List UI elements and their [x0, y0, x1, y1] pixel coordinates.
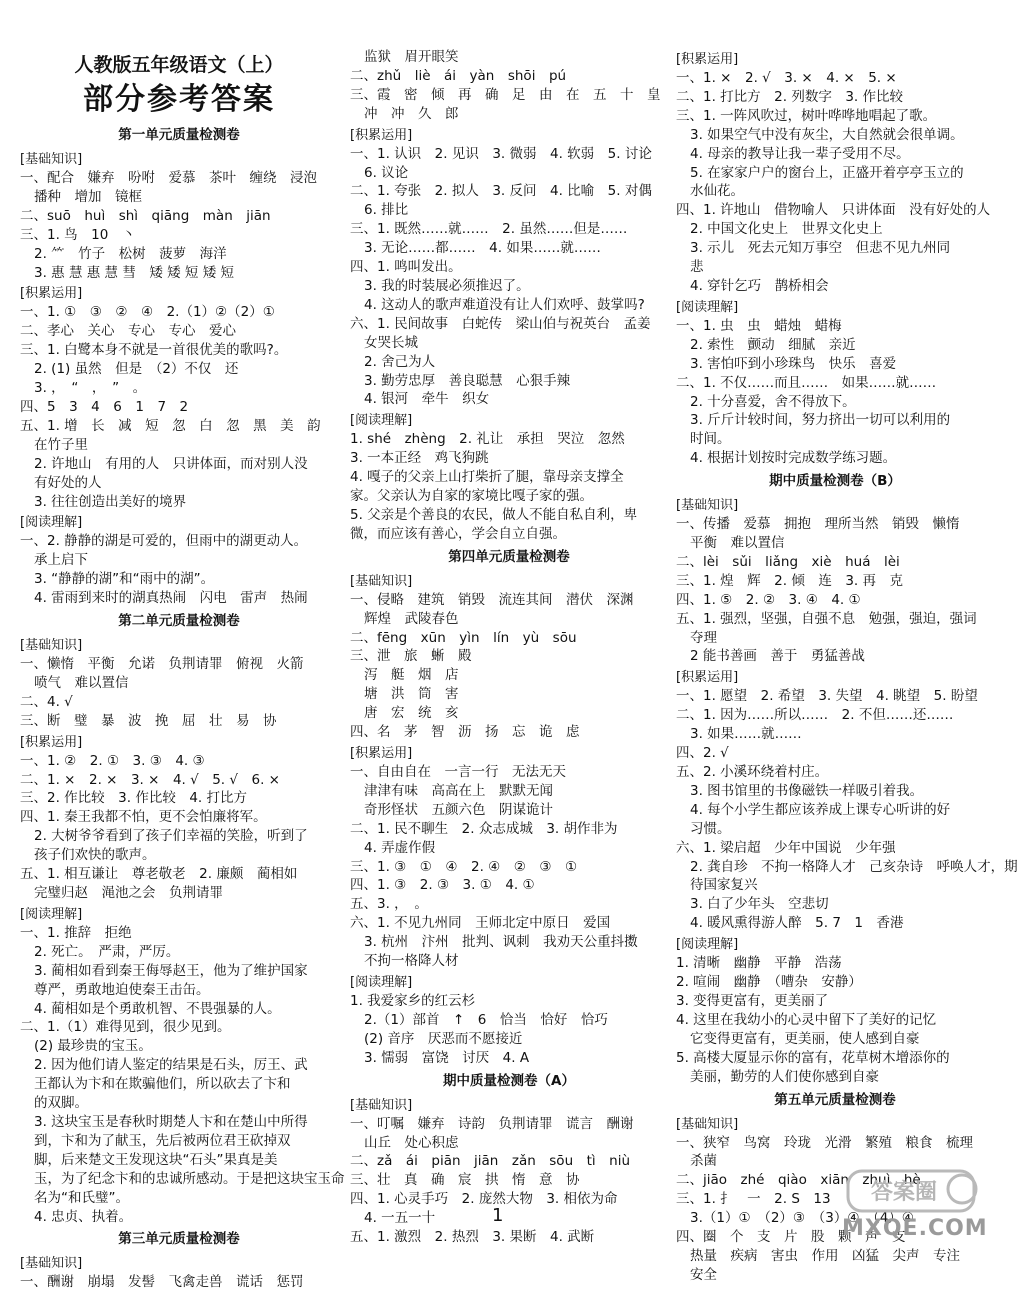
unit-heading: 期中质量检测卷（A）: [443, 1072, 575, 1089]
section-label: [基础知识]: [350, 573, 413, 589]
section-label: [积累运用]: [20, 734, 83, 750]
answer-line: 完璧归赵 渑池之会 负荆请罪: [34, 885, 223, 901]
answer-line: 4. 嘎子的父亲上山打柴折了腿，靠母亲支撑全: [350, 469, 624, 486]
answer-line: 四、1. ③ 2. ③ 3. ① 4. ①: [350, 877, 535, 894]
answer-line: 2. 喧闹 幽静 （嘈杂 安静）: [676, 974, 862, 991]
answer-line: 女哭长城: [364, 334, 418, 351]
answer-line: 四、1. 心灵手巧 2. 庞然大物 3. 相依为命: [350, 1191, 618, 1208]
answer-line: 5. 在家家户户的窗台上，正盛开着亭亭玉立的: [690, 164, 964, 181]
answer-line: 二、zhǔ liè ái yàn shōi pú: [350, 67, 567, 84]
answer-line: 二、1. × 2. × 3. × 4. √ 5. √ 6. ×: [20, 771, 280, 788]
unit-heading: 期中质量检测卷（B）: [769, 473, 901, 490]
answer-line: 在竹子里: [34, 436, 88, 453]
answer-line: 三、壮 真 确 宸 拱 惰 意 协: [350, 1172, 580, 1189]
answer-line: 4. 母亲的教导让我一辈子受用不尽。: [690, 145, 910, 162]
answer-line: 美丽，勤劳的人们使你感到自豪: [690, 1068, 879, 1085]
answer-line: 三、1. 鸟 10 丶: [20, 226, 136, 243]
answer-line: 5. 高楼大厦显示你的富有，花草树木增添你的: [676, 1049, 950, 1066]
answer-line: 五、1. 增 长 减 短 忽 白 忽 黑 美 韵: [20, 417, 321, 434]
answer-line: 2. 死亡。 严肃，严厉。: [34, 943, 180, 960]
answer-line: 1. 我爱家乡的红云杉: [350, 992, 476, 1009]
answer-line: 三、2. 作比较 3. 作比较 4. 打比方: [20, 790, 248, 807]
answer-line: 2. ⺮ 竹子 松树 菠萝 海洋: [34, 245, 227, 262]
answer-line: 二、孝心 关心 专心 专心 爱心: [20, 323, 236, 340]
answer-key-title: 部分参考答案: [83, 82, 275, 117]
answer-line: 4. 弄虚作假: [364, 839, 436, 856]
answer-line: 奇形怪状 五颜六色 阴谋诡计: [364, 801, 553, 818]
answer-line: 6. 议论: [364, 164, 409, 181]
section-label: [积累运用]: [350, 127, 413, 143]
answer-line: 四、名 茅 智 沥 扬 忘 诡 虑: [350, 724, 580, 741]
page-header: [20, 52, 338, 122]
answer-line: 2. 因为他们请人鉴定的结果是石头，厉王、武: [34, 1057, 308, 1074]
answer-line: 冲 冲 久 郎: [364, 105, 459, 122]
answer-line: 3. 如果……就……: [690, 726, 802, 743]
answer-line: 3.（1）① （2）③ （3）④ （4）④: [690, 1210, 914, 1227]
answer-line: 2. 舍己为人: [364, 353, 436, 370]
watermark-text: MXQE.COM: [842, 1216, 988, 1241]
answer-line: 二、1.（1）难得见到，很少见到。: [20, 1019, 231, 1036]
section-label: [阅读理解]: [350, 974, 413, 990]
answer-line: 二、jiāo zhé qiào xiān zhuì hè: [676, 1172, 921, 1189]
answer-line: 五、1. 激烈 2. 热烈 3. 果断 4. 武断: [350, 1229, 595, 1246]
unit-heading: 第一单元质量检测卷: [118, 127, 240, 143]
section-label: [基础知识]: [20, 1256, 83, 1272]
answer-line: 一、狭窄 鸟窝 玲珑 光滑 繁殖 粮食 梳理: [676, 1134, 973, 1151]
answer-line: 3. 这块宝玉是春秋时期楚人卞和在楚山中所得: [34, 1113, 308, 1130]
answer-line: 三、1. 一阵风吹过，树叶哗哗地唱起了歌。: [676, 107, 937, 124]
answer-line: 3. 示儿 死去元知万事空 但悲不见九州同: [690, 240, 951, 257]
answer-line: 1. shé zhèng 2. 礼让 承担 哭泣 忽然: [350, 431, 625, 448]
answer-line: 3. 蔺相如看到秦王侮辱赵王，他为了维护国家: [34, 962, 308, 979]
answer-line: 四、5 3 4 6 1 7 2: [20, 398, 189, 415]
answer-line: 3. 害怕吓到小珍珠鸟 快乐 喜爱: [690, 355, 897, 372]
answer-line: 三、1. 既然……就…… 2. 虽然……但是……: [350, 221, 628, 238]
answer-line: 6. 排比: [364, 202, 409, 219]
answer-line: 待国家复兴: [690, 877, 758, 894]
answer-line: 三、1. 扌 一 2. S 13: [676, 1191, 831, 1208]
answer-line: 三、断 璧 暴 波 挽 屈 壮 易 协: [20, 712, 277, 729]
answer-line: 5. 父亲是个善良的农民，做人不能自私自利，卑: [350, 506, 638, 523]
answer-line: 一、1. ① ③ ② ④ 2.（1）②（2）①: [20, 304, 275, 321]
answer-line: 二、1. 夸张 2. 拟人 3. 反问 4. 比喻 5. 对偶: [350, 183, 652, 200]
answer-line: 唐 宏 统 亥: [364, 705, 459, 722]
book-title: 人教版五年级语文（上）: [74, 54, 284, 76]
answer-line: 3. 我的时装展必须推迟了。: [364, 277, 530, 294]
answer-line: 监狱 眉开眼笑: [364, 49, 459, 65]
answer-line: 脚，后来楚文王发现这块“石头”果真是美: [34, 1151, 278, 1168]
answer-line: 四、1. ⑤ 2. ② 3. ④ 4. ①: [676, 591, 861, 608]
answer-line: 3. 图书馆里的书像磁铁一样吸引着我。: [690, 782, 924, 799]
answer-line: 3. 惠 慧 惠 慧 彗 矮 矮 短 矮 短: [34, 264, 235, 281]
section-label: [阅读理解]: [20, 906, 83, 922]
answer-line: 四、1. 许地山 借物喻人 只讲体面 没有好处的人: [676, 202, 991, 219]
answer-line: 3. 往往创造出美好的境界: [34, 493, 187, 510]
answer-line: 五、1. 相互谦让 尊老敬老 2. 廉颇 蔺相如: [20, 866, 298, 883]
answer-line: 一、1. 认识 2. 见识 3. 微弱 4. 软弱 5. 讨论: [350, 145, 652, 162]
answer-line: 4. 银河 牵牛 织女: [364, 391, 490, 408]
answer-line: 4. 蔺相如是个勇敢机智、不畏强暴的人。: [34, 1000, 281, 1017]
answer-line: 有好处的人: [34, 474, 102, 491]
answer-line: 2. 龚自珍 不拘一格降人才 己亥杂诗 呼唤人才，期: [690, 858, 1018, 875]
answer-line: 名为“和氏璧”。: [34, 1189, 129, 1206]
answer-line: 4. 根据计划按时完成数学练习题。: [690, 450, 897, 467]
answer-line: 4. 雷雨到来时的湖真热闹 闪电 雷声 热闹: [34, 590, 308, 607]
answer-line: 四、2. √: [676, 745, 729, 762]
answer-line: 三、1. ③ ① ④ 2. ④ ② ③ ①: [350, 858, 578, 875]
answer-line: 一、2. 静静的湖是可爱的，但雨中的湖更动人。: [20, 533, 308, 550]
answer-line: 一、传播 爱慕 拥抱 理所当然 销毁 懒惰: [676, 516, 960, 533]
answer-line: 一、1. 推辞 拒绝: [20, 924, 132, 941]
answer-line: 微，而应该有善心，学会自立自强。: [350, 525, 566, 542]
answer-line: 4. 这里在我幼小的心灵中留下了美好的记忆: [676, 1011, 937, 1028]
answer-line: 三、1. 白鹭本身不就是一首很优美的歌吗?。: [20, 342, 288, 359]
answer-line: 时间。: [690, 431, 731, 448]
answer-line: 播种 增加 镜框: [34, 188, 142, 205]
answer-line: 到，卞和为了献玉，先后被两位君王砍掉双: [34, 1132, 291, 1149]
answer-line: 悲: [690, 259, 704, 276]
section-label: [积累运用]: [350, 746, 413, 761]
answer-line: 塘 洪 筒 害: [364, 686, 459, 703]
answer-line: (2) 最珍贵的宝玉。: [34, 1038, 152, 1055]
answer-line: 4. 每个小学生都应该养成上课专心听讲的好: [690, 801, 951, 818]
answer-line: 2. (1) 虽然 但是 （2）不仅 还: [34, 361, 239, 378]
column-2: [350, 48, 668, 1247]
answer-line: 夺理: [690, 629, 717, 646]
answer-line: 2. 十分喜爱，舍不得放下。: [690, 393, 856, 410]
section-label: [基础知识]: [350, 1097, 413, 1113]
answer-line: 平衡 难以置信: [690, 535, 785, 552]
answer-line: 一、叮嘱 嫌弃 诗韵 负荆请罪 谎言 酬谢: [350, 1115, 634, 1132]
answer-line: 2. 索性 颤动 细腻 亲近: [690, 336, 856, 353]
answer-line: 尊严，勇敢地迫使秦王击缶。: [34, 981, 210, 998]
answer-line: (2) 音序 厌恶而不愿接近: [364, 1030, 523, 1047]
answer-line: 2. 许地山 有用的人 只讲体面，而对别人没: [34, 455, 308, 472]
unit-heading: 第四单元质量检测卷: [448, 548, 570, 565]
answer-line: 三、泄 旅 蜥 殿: [350, 648, 472, 665]
section-label: [积累运用]: [676, 670, 739, 686]
answer-line: 五、3. ， 。: [350, 896, 428, 913]
answer-line: 一、配合 嫌弃 吩咐 爱慕 茶叶 缠绕 浸泡: [20, 170, 317, 186]
answer-line: 六、1. 民间故事 白蛇传 梁山伯与祝英台 孟姜: [350, 315, 651, 332]
answer-line: 二、zǎ ái piān jiān zǎn sōu tì niù: [350, 1153, 631, 1170]
answer-line: 二、1. 民不聊生 2. 众志成城 3. 胡作非为: [350, 820, 618, 837]
answer-line: 不拘一格降人材: [364, 953, 459, 970]
section-label: [积累运用]: [20, 286, 83, 302]
unit-heading: 第二单元质量检测卷: [118, 613, 240, 630]
page-number: 1: [492, 1205, 504, 1226]
answer-line: 3. 杭州 汴州 批判、讽刺 我劝天公重抖擞: [364, 934, 638, 951]
answer-line: 孩子们欢快的歌声。: [34, 847, 156, 864]
answer-line: 2.（1）部首 ↑ 6 恰当 恰好 恰巧: [364, 1011, 608, 1028]
answer-line: 一、1. 虫 虫 蜡烛 蜡梅: [676, 317, 842, 334]
answer-line: 4. 忠贞、执着。: [34, 1208, 133, 1225]
section-label: [基础知识]: [20, 638, 83, 654]
answer-line: 2. 中国文化史上 世界文化史上: [690, 221, 883, 238]
answer-line: 泻 艇 烟 店: [364, 667, 459, 684]
answer-line: 二、fēng xūn yìn lín yù sōu: [350, 629, 577, 646]
answer-line: 王都认为卞和在欺骗他们，所以砍去了卞和: [34, 1076, 291, 1093]
answer-line: 3. 无论……都…… 4. 如果……就……: [364, 240, 601, 257]
answer-line: 它变得更富有，更美丽，使人感到自豪: [690, 1030, 920, 1047]
answer-line: 水仙花。: [690, 183, 744, 200]
answer-line: 承上启下: [34, 552, 88, 569]
answer-line: 辉煌 武陵春色: [364, 610, 459, 627]
answer-line: 二、suō huì shì qiāng màn jiān: [20, 207, 271, 224]
unit-heading: 第三单元质量检测卷: [118, 1231, 240, 1248]
answer-line: 2 能书善画 善于 勇猛善战: [690, 648, 865, 665]
answer-line: 二、4. √: [20, 693, 73, 710]
column-3: [676, 48, 1018, 1285]
answer-line: 四、1. 鸣叫发出。: [350, 259, 462, 276]
answer-line: 三、霞 密 倾 再 确 足 由 在 五 十 皇: [350, 86, 661, 103]
unit-heading: 第五单元质量检测卷: [774, 1091, 896, 1108]
answer-line: 3. 变得更富有，更美丽了: [676, 992, 829, 1009]
answer-line: 3. 斤斤计较时间，努力挤出一切可以利用的: [690, 412, 951, 429]
column-1: [20, 122, 345, 1292]
section-label: [阅读理解]: [676, 937, 739, 953]
answer-line: 一、酬谢 崩塌 发髻 飞禽走兽 谎话 惩罚: [20, 1274, 304, 1291]
answer-line: 五、1. 强烈，坚强，自强不息 勉强，强迫，强词: [676, 610, 977, 627]
section-label: [阅读理解]: [350, 413, 413, 429]
answer-line: 家。父亲认为自家的家境比嘎子家的强。: [350, 488, 593, 505]
answer-line: 六、1. 梁启超 少年中国说 少年强: [676, 839, 896, 856]
answer-line: 4. 这动人的歌声难道没有让人们欢呼、鼓掌吗?: [364, 296, 645, 313]
answer-line: 3. 如果空气中没有灰尘，大自然就会很单调。: [690, 126, 964, 143]
answer-line: 三、1. 煌 辉 2. 倾 连 3. 再 克: [676, 572, 904, 589]
answer-line: 3. ， “ ， ” 。: [34, 380, 147, 397]
answer-line: 喷气 难以置信: [34, 674, 129, 691]
answer-line: 二、lèi sǔi liǎng xiè huá lèi: [676, 553, 900, 570]
answer-line: 四、圈 个 支 片 股 颗 声 支: [676, 1229, 906, 1246]
answer-line: 玉，为了纪念卞和的忠诚所感动。于是把这块宝玉命: [34, 1170, 345, 1187]
answer-line: 安全: [690, 1266, 717, 1283]
section-label: [基础知识]: [676, 1116, 739, 1132]
answer-line: 一、1. 愿望 2. 希望 3. 失望 4. 眺望 5. 盼望: [676, 688, 978, 705]
section-label: [基础知识]: [20, 152, 83, 167]
answer-line: 3. 懦弱 富饶 讨厌 4. A: [364, 1049, 530, 1066]
answer-line: 3. 白了少年头 空悲切: [690, 896, 829, 913]
answer-line: 二、1. 因为……所以…… 2. 不但……还……: [676, 707, 954, 724]
answer-line: 津津有味 高高在上 默默无闻: [364, 782, 553, 799]
answer-line: 一、懒惰 平衡 允诺 负荆请罪 俯视 火箭: [20, 656, 304, 673]
answer-line: 五、2. 小溪环绕着村庄。: [676, 764, 829, 780]
answer-line: 山丘 处心积虑: [364, 1134, 459, 1151]
answer-line: 的双脚。: [34, 1095, 88, 1112]
answer-line: 二、1. 打比方 2. 列数字 3. 作比较: [676, 88, 904, 105]
watermark-logo-text: 答案圈: [870, 1180, 938, 1205]
answer-line: 四、1. 秦王我都不怕，更不会怕廉将军。: [20, 809, 267, 826]
answer-line: 3. 勤劳忠厚 善良聪慧 心狠手辣: [364, 372, 571, 389]
answer-line: 一、自由自在 一言一行 无法无天: [350, 764, 566, 780]
answer-line: 4. 一五一十: [364, 1210, 436, 1227]
section-label: [阅读理解]: [20, 515, 83, 531]
answer-line: 一、侵略 建筑 销毁 流连其间 潜伏 深渊: [350, 591, 634, 608]
answer-line: 4. 暖风熏得游人醉 5. 7 1 香港: [690, 915, 904, 932]
answer-line: 3. “静静的湖”和“雨中的湖”。: [34, 571, 215, 588]
answer-line: 1. 清晰 幽静 平静 浩荡: [676, 955, 842, 972]
answer-line: 杀菌: [690, 1153, 717, 1170]
answer-line: 热量 疾病 害虫 作用 凶猛 尖声 专注: [690, 1247, 960, 1264]
answer-line: 一、1. ② 2. ① 3. ③ 4. ③: [20, 752, 205, 769]
answer-line: 二、1. 不仅……而且…… 如果……就……: [676, 374, 937, 391]
answer-line: 4. 穿针乞巧 鹊桥相会: [690, 277, 829, 294]
answer-line: 六、1. 不见九州同 王师北定中原日 爱国: [350, 915, 611, 932]
answer-line: 习惯。: [690, 820, 731, 837]
section-label: [积累运用]: [676, 52, 739, 67]
answer-line: 一、1. × 2. √ 3. × 4. × 5. ×: [676, 70, 897, 86]
answer-line: 3. 一本正经 鸡飞狗跳: [350, 450, 489, 467]
section-label: [基础知识]: [676, 498, 739, 514]
answer-line: 2. 大树爷爷看到了孩子们幸福的笑脸，听到了: [34, 828, 308, 845]
section-label: [阅读理解]: [676, 299, 739, 315]
